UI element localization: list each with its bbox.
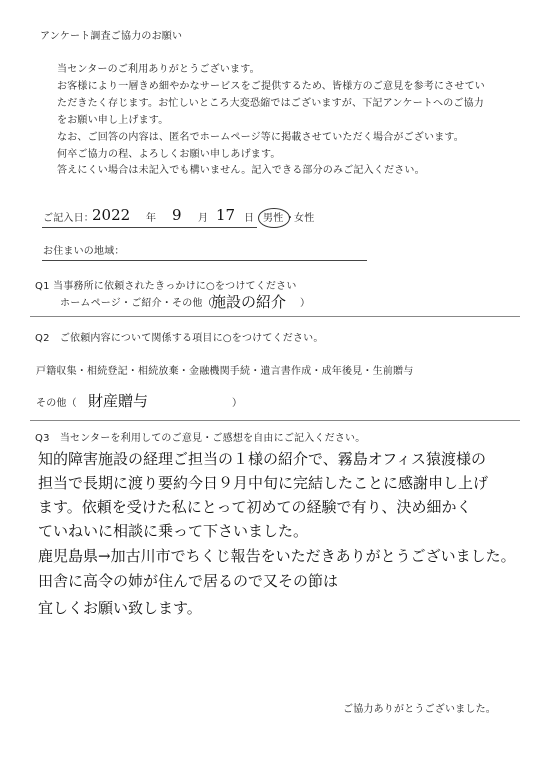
q3-answer-line: 田舎に高令の姉が住んで居るので又その節は xyxy=(38,572,339,590)
gender-male[interactable]: 男性 xyxy=(263,213,284,224)
intro-line: ただきたく存じます。お忙しいところ大変恐縮ではございますが、下記アンケートへのご協力 xyxy=(57,98,484,109)
q2-other-answer: 財産贈与 xyxy=(88,392,149,410)
q2-other-label: その他（ xyxy=(36,398,77,409)
q3-answer-line: ます。依頼を受けた私にとって初めての経験で有り、決め細かく xyxy=(38,498,472,516)
date-day: 17 xyxy=(216,206,236,224)
date-month: 9 xyxy=(172,206,182,224)
q3-answer-line: 鹿児島県→加古川市でちくじ報告をいただきありがとうございました。 xyxy=(38,547,516,565)
gender-female[interactable]: 女性 xyxy=(294,213,315,224)
q2-divider xyxy=(30,420,520,421)
q2-close-paren: ） xyxy=(232,398,243,409)
q3-question: Q3 当センターを利用してのご意見・ご感想を自由にご記入ください。 xyxy=(35,433,366,444)
date-label: ご記入日： xyxy=(43,213,94,224)
q1-close-paren: ） xyxy=(300,298,311,309)
q1-question: Q1 当事務所に依頼されたきっかけに○をつけてください xyxy=(35,281,297,292)
intro-line: なお、ご回答の内容は、匿名でホームページ等に掲載させていただく場合がございます。 xyxy=(57,132,464,143)
address-label: お住まいの地域： xyxy=(43,246,125,257)
address-underline xyxy=(42,260,367,261)
date-month-unit: 月 xyxy=(198,213,209,224)
q1-other-answer: 施設の紹介 xyxy=(211,293,287,311)
intro-line: お客様により一層きめ細やかなサービスをご提供するため、皆様方のご意見を参考にさせてい xyxy=(57,81,485,92)
q3-answer-line: 宜しくお願い致します。 xyxy=(38,599,202,617)
q1-options: ホームページ・ご紹介・その他（ xyxy=(60,298,213,309)
page-title: アンケート調査ご協力のお願い xyxy=(40,31,183,42)
footer-thanks: ご協力ありがとうございました。 xyxy=(343,704,496,715)
date-underline xyxy=(42,227,257,228)
date-year: 2022 xyxy=(92,206,131,224)
date-year-unit: 年 xyxy=(146,213,157,224)
q3-answer-line: ていねいに相談に乗って下さいました。 xyxy=(38,522,309,540)
date-day-unit: 日 xyxy=(244,213,255,224)
q2-question: Q2 ご依頼内容について関係する項目に○をつけてください。 xyxy=(35,333,324,344)
intro-line: 当センターのご利用ありがとうございます。 xyxy=(57,64,260,75)
intro-line: をお願い申し上げます。 xyxy=(57,115,169,126)
intro-line: 何卒ご協力の程、よろしくお願い申しあげます。 xyxy=(57,149,281,160)
intro-line: 答えにくい場合は未記入でも構いません。記入できる部分のみご記入ください。 xyxy=(57,165,425,176)
q1-divider xyxy=(30,316,520,317)
gender-separator: ・ xyxy=(285,213,296,224)
q2-options: 戸籍収集・相続登記・相続放棄・金融機関手続・遺言書作成・成年後見・生前贈与 xyxy=(36,366,414,377)
q3-answer-line: 担当で長期に渡り要約今日９月中旬に完結したことに感謝申し上げ xyxy=(38,474,489,492)
q3-answer-line: 知的障害施設の経理ご担当の１様の紹介で、霧島オフィス猿渡様の xyxy=(38,450,487,468)
